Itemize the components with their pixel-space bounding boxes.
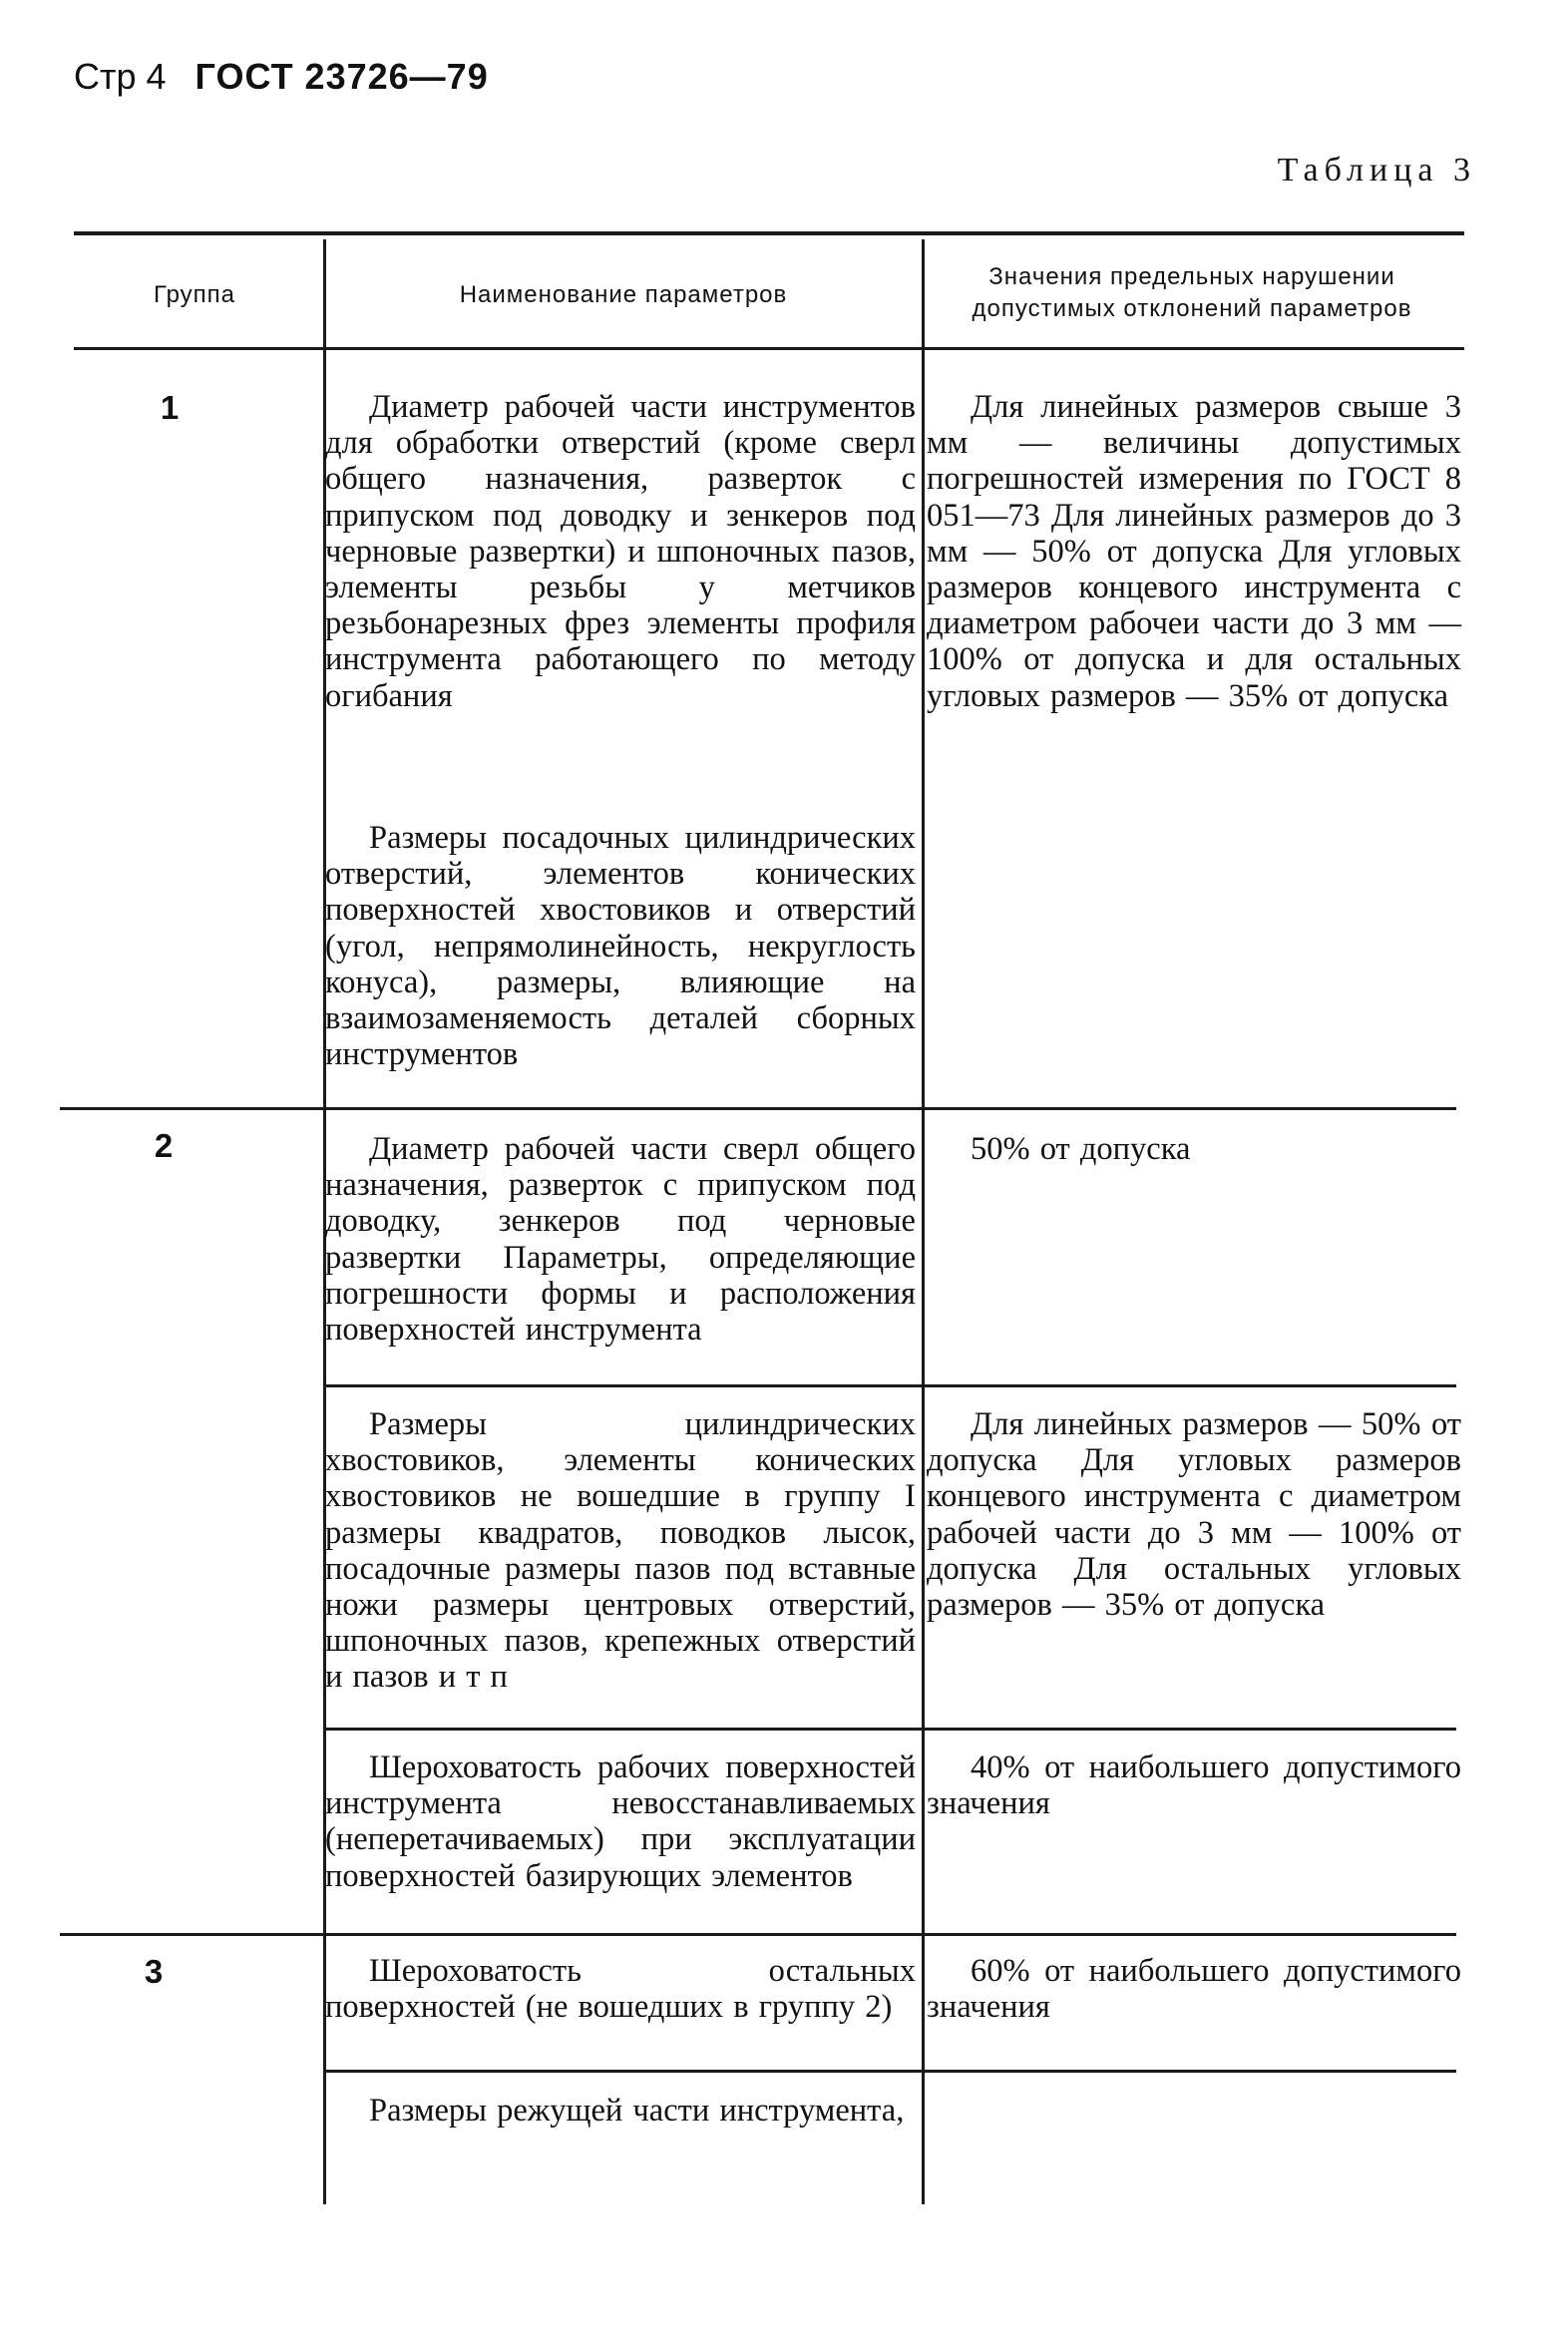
limit-value-text: 50% от допуска: [971, 1131, 1191, 1167]
table-label: Таблица 3: [1277, 152, 1476, 189]
table-top-rule: [74, 231, 1464, 235]
page-number: Стр 4: [74, 56, 167, 97]
column-header-name: Наименование параметров: [459, 281, 788, 308]
group-number: 3: [144, 1953, 164, 1990]
value-separator-2a: [922, 1384, 1456, 1387]
value-separator-3a: [922, 2070, 1456, 2073]
row-separator-3a: [323, 2070, 926, 2073]
limit-value-text: Для линейных размеров — 50% от допуска Для угловых размеров концевого инструмента с диаметром рабочей части до 3 мм — 100% от допуска Для остальных угловых размеров — 35% от допуска: [927, 1406, 1461, 1624]
row-separator-2b: [323, 1728, 926, 1731]
column-divider-2: [922, 239, 925, 2204]
header-bottom-rule: [74, 347, 1464, 350]
limit-value-text: Для линейных размеров свыше 3 мм — величины допустимых погрешностей измерения по ГОСТ 8 051—73 Для линейных размеров до 3 мм — 50% от допуска Для угловых размеров концевого инструмента с диаметром рабочеи части до 3 мм — 100% от допуска и для остальных угловых размеров — 35% от допуска: [927, 389, 1461, 714]
parameter-text: Размеры режущей части инструмента,: [369, 2093, 905, 2129]
parameter-text: Размеры цилиндрических хвостовиков, элементы конических хвостовиков не вошедшие в группу I размеры квадратов, поводков лысок, посадочные размеры пазов под вставные ножи размеры центровых отверстий, шпоночных пазов, крепежных отверстий и пазов и т п: [325, 1406, 916, 1696]
limit-value-text: 40% от наибольшего допустимого значения: [927, 1749, 1461, 1822]
group-separator-2: [60, 1933, 926, 1936]
parameter-text: Диаметр рабочей части сверл общего назначения, разверток с припуском под доводку, зенкеров под черновые развертки Параметры, определяющие погрешности формы и расположения поверхностей инструмента: [325, 1131, 916, 1349]
group-number: 1: [160, 389, 180, 426]
value-separator-2b: [922, 1728, 1456, 1731]
value-separator-1: [922, 1107, 1456, 1110]
group-separator-1: [60, 1107, 926, 1110]
value-separator-2c: [922, 1933, 1456, 1936]
parameter-text: Размеры посадочных цилиндрических отверстий, элементов конических поверхностей хвостовиков и отверстий (угол, непрямолинейность, некруглость конуса), размеры, влияющие на взаимозаменяемость деталей сборных инструментов: [325, 820, 916, 1073]
column-header-group: Группа: [153, 281, 236, 308]
parameter-text: Диаметр рабочей части инструментов для обработки отверстий (кроме сверл общего назначения, разверток с припуском под доводку и зенкеров под черновые развертки) и шпоночных пазов, элементы резьбы у метчиков резьбонарезных фрез элементы профиля инструмента работающего по методу огибания: [325, 389, 916, 714]
page-header: [74, 56, 489, 98]
group-number: 2: [154, 1127, 174, 1164]
column-header-value: Значения предельных нарушении допустимых отклонений параметров: [972, 263, 1412, 323]
parameter-text: Шероховатость рабочих поверхностей инструмента невосстанавливаемых (неперетачиваемых) при эксплуатации поверхностей базирующих элементов: [325, 1749, 916, 1894]
parameter-text: Шероховатость остальных поверхностей (не вошедших в группу 2): [325, 1953, 916, 2026]
limit-value-text: 60% от наибольшего допустимого значения: [927, 1953, 1461, 2026]
row-separator-2a: [323, 1384, 926, 1387]
document-number: ГОСТ 23726—79: [195, 56, 489, 97]
